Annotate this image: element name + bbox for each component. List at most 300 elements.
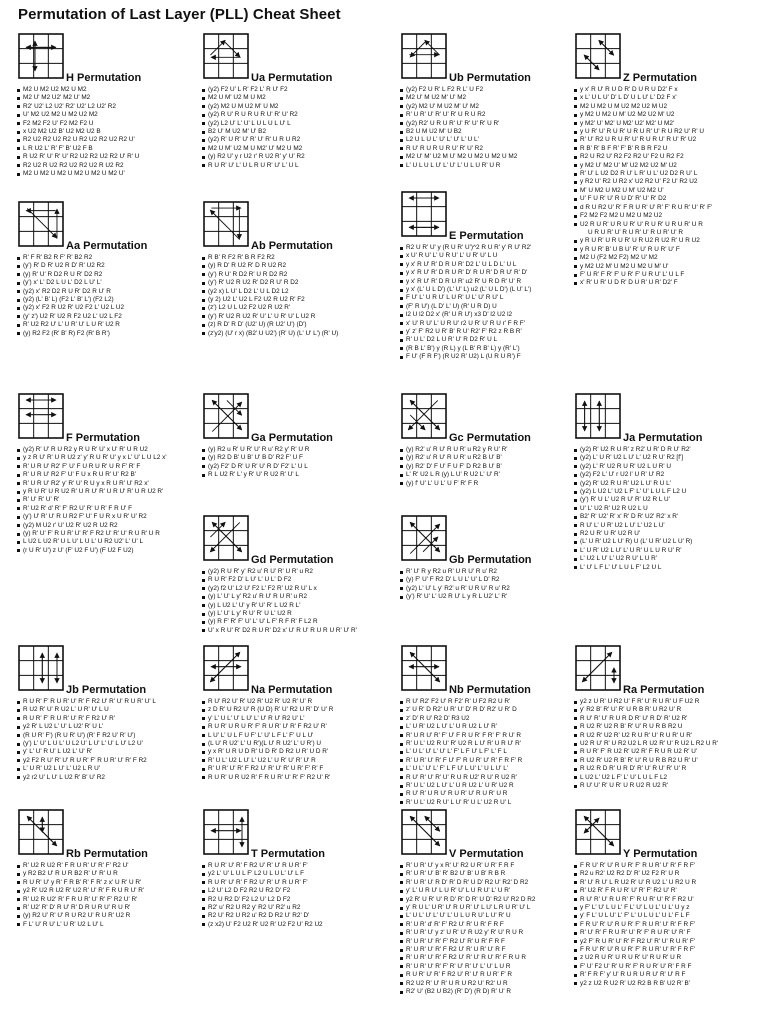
algorithm-item: U2 R U' R' U R2 U2 L R U2 R' U' R U2 L R2 U R' — [574, 740, 764, 748]
case-name: Gc Permutation — [449, 432, 531, 444]
algorithm-item: (y2) L2 U' L' U' L U L U L U' L — [202, 120, 394, 128]
algorithm-item: L' U R' U2 L U' L' U2 L R U' — [17, 765, 197, 773]
algorithm-item: U' L' U2 R' U2 R U2 L U — [574, 505, 764, 513]
algorithm-item: (y2) L' R' U2 R U R' U2 L U R' U — [574, 463, 764, 471]
algorithm-item: L' U L U L U' L' U' L' U L U R' U R — [400, 162, 570, 170]
algorithm-list — [574, 698, 764, 790]
algorithm-item: R' U L' U2 L U' L' U R U2 L' U R' U2 R — [400, 782, 570, 790]
algorithm-item: R' U R' U' R' F R2 U' R' U' R U' R' F R U R — [400, 954, 570, 962]
algorithm-item: (y2) L' U' L y' R2' u R' U R U' R u' R2 — [400, 585, 570, 593]
case-name: Ub Permutation — [449, 72, 531, 84]
algorithm-item: L' U' L F L' U' L U L F' L2 U L — [574, 564, 764, 572]
algorithm-item: R U R' U' L' U L R U R' U' L' U L — [202, 162, 394, 170]
case-name: Gd Permutation — [251, 554, 334, 566]
algorithm-item: R' U R U' R2' y' R' U' R U y x R U R' U' R2 x' — [17, 480, 199, 488]
algorithm-item: F R U' R' U' R U R' F' R U R' U' R' F R F' — [574, 946, 764, 954]
algorithm-list — [574, 446, 764, 572]
pll-gc-diagram-icon — [400, 392, 448, 440]
algorithm-item: R' U R' U' y x R' U' R2 U R' U R' F R F — [400, 862, 570, 870]
algorithm-item: y M2 U2 M' U M2 U M2 U M' U' — [574, 263, 764, 271]
permutation-arrow — [210, 522, 239, 551]
case-name: H Permutation — [66, 72, 142, 84]
permutation-arrow — [423, 537, 438, 552]
algorithm-list — [17, 86, 197, 178]
pll-case-t — [202, 808, 396, 929]
algorithm-item: (y') R' U L' U2 R U' R' U2 R L U' — [574, 496, 764, 504]
pll-case-jb — [17, 644, 197, 782]
algorithm-item: R U R' F2 D' L U' L' U L' D F2 — [202, 576, 394, 584]
algorithm-item: L' U L' U' L' F' L F U' L U' L' U L U' L' — [400, 765, 570, 773]
algorithm-item: R U R' F' R U R' U' R' F R2 U' R' — [17, 715, 197, 723]
algorithm-item: (y) R D' R U2 R' D R U2 R2 — [202, 262, 394, 270]
algorithm-item: (y') R U' R D2 R' U R D2 R2 — [202, 271, 394, 279]
algorithm-item: (y2) R2' U R U R' U' R' U' R' U R' — [400, 120, 570, 128]
pll-case-z — [574, 32, 764, 288]
case-name: Ua Permutation — [251, 72, 333, 84]
algorithm-item: (y2) x' R2 D2 R U R' D2 R U' R — [17, 288, 197, 296]
algorithm-item: z' U R' D R2' U R' U' D' R D' R2' U R' D — [400, 706, 570, 714]
algorithm-item: L' U L' U' L' U' L' F' L F U' L F' L' F L — [400, 748, 570, 756]
algorithm-item: R U R' U' R' F R2 U' R' U' R U R' F' — [202, 862, 396, 870]
algorithm-item: L' U2 L U' L' U2 R U' L U R' — [574, 555, 764, 563]
algorithm-item: (y) R2' u' R U' R U R' u R2 y R U' R' — [400, 446, 570, 454]
algorithm-item: (y) R2 F2 (R' B' R) F2 (R' B R') — [17, 330, 197, 338]
algorithm-item: (y') R' U' L' U2 R U' L y R L U2' L' R' — [400, 593, 570, 601]
algorithm-list — [202, 446, 394, 480]
permutation-arrow — [425, 816, 440, 831]
algorithm-item: y' z' F' R2 U R' B' R U' R2' F' R2 z R B R' — [400, 328, 570, 336]
permutation-arrow — [227, 400, 242, 415]
algorithm-item: R' U L' U2 R U' L U' R' U L' U2 R U' L — [400, 799, 570, 807]
algorithm-item: (z'y2) (U' r x) (B2' U U2') (R' U) (L' U' L') (R' U) — [202, 330, 394, 338]
algorithm-item: (y2) F2 U' L R' F2 L' R U' F2 — [202, 86, 394, 94]
algorithm-item: R U2 R' U' R' U' R2 U2 R2 U2 R2 U' R' U — [17, 153, 197, 161]
algorithm-item: R2' u' R2 U R2 y' R2 U' R2' u R2 — [202, 904, 396, 912]
case-name: Ab Permutation — [251, 240, 333, 252]
pll-ua-diagram-icon — [202, 32, 250, 80]
algorithm-item: R L U2 R' L' y R' U' R U2 R' U' L — [202, 471, 394, 479]
algorithm-item: U' M2 U2 M2 U M2 U2 M2 — [17, 111, 197, 119]
algorithm-item: R' U R' U' R' U' R' U R U R2 — [400, 111, 570, 119]
permutation-arrow — [599, 40, 614, 55]
algorithm-item: R B' R F2 R' B R F2 R2 — [202, 254, 394, 262]
algorithm-item: (y 2) U2 L' U2 L F2 U2 R U2 R' F2 — [202, 296, 394, 304]
permutation-arrow — [210, 40, 225, 55]
algorithm-item: R B' R' B F R' F' B' R B R F2 U — [574, 145, 764, 153]
case-header — [400, 392, 570, 444]
permutation-arrow — [212, 402, 241, 431]
algorithm-item: L U2 L U2 R' U L U' L U L' U R2 U2' L' U' L — [17, 538, 199, 546]
pll-case-ab — [202, 200, 394, 338]
algorithm-item: y2 R' U R' U' R D' R' D R' U D' R2 U' R2 D R2 — [400, 896, 570, 904]
algorithm-item: R' U R' U' B' R' B2 U' B' U B' R B R — [400, 870, 570, 878]
algorithm-item: L2 U' L2 D F2 R2 U R2 D' F2 — [202, 887, 396, 895]
algorithm-list — [202, 568, 394, 635]
pll-na-diagram-icon — [202, 644, 250, 692]
pll-case-aa — [17, 200, 197, 338]
algorithm-item: (y) F' U' F R2 D' L U L' U' L D' R2 — [400, 576, 570, 584]
algorithm-item: L R U2 L' R' F' B' U2 F B — [17, 145, 197, 153]
case-header — [400, 644, 570, 696]
algorithm-item: y M2 U M2 U M' U2 M2 U2 M' U2 — [574, 111, 764, 119]
algorithm-item: (y) R F' R' F' U' L' U' L F' R F R' F L2 R — [202, 618, 394, 626]
permutation-arrow — [582, 652, 611, 681]
algorithm-item: R' U' L U2 D2 R U' L R' U L' U2 D2 R U' L — [574, 170, 764, 178]
algorithm-item: y R U R' B' U B U' R' U' R U R' U' F — [574, 246, 764, 254]
algorithm-item: y2 z U R' U R2 U' F R' U' R U R' U F U2 R — [574, 698, 764, 706]
algorithm-list — [400, 698, 570, 807]
algorithm-item: y' L' U L' U' L U' L' U' R U' R2 U' L' — [202, 715, 396, 723]
algorithm-item: R U' R2 U' R' U2 R' U2 R' U2 R' U' R — [202, 698, 396, 706]
algorithm-item: R' U R' U' R' F R2 U' R' U' R' U R' F' R' F — [202, 765, 396, 773]
case-header — [17, 32, 197, 84]
algorithm-item: R U2 R' U2 R' U2 R U R' U' R U R' U R' — [574, 732, 764, 740]
case-header — [17, 808, 197, 860]
algorithm-item: (y2) M2 U' M U2 M' U' M2 — [400, 103, 570, 111]
algorithm-item: R U2 R D R' U R D' R' U' R U' R' U' R — [574, 765, 764, 773]
case-name: Z Permutation — [623, 72, 697, 84]
algorithm-item: y U R' U' R U R' U R U R' U' R U R2 U' R' U — [574, 128, 764, 136]
algorithm-item: R U' R' U' R' U' R U R U2' R U' R U2 R' — [400, 774, 570, 782]
algorithm-item: L U' L' U L F U F' L' U' L F L' F' U L U' — [202, 732, 396, 740]
algorithm-item: R' U R' U' R' F R2 U' R' U R' U' R F — [400, 946, 570, 954]
algorithm-item: (y2) L' U R' U2 L U' L' U2 R U' R2 [f'] — [574, 454, 764, 462]
pll-aa-diagram-icon — [17, 200, 65, 248]
pll-case-rb — [17, 808, 197, 929]
algorithm-item: R' U R' U' R' F' R' U' R' U' L' U' L U R — [400, 963, 570, 971]
algorithm-item: y' L' U R U' L U R' U' L U R U' L' U R' — [400, 887, 570, 895]
algorithm-item: y R2 U' R2 U R2 x' U2 R2 U' F2 U' R2 U2 — [574, 178, 764, 186]
algorithm-item: y' R2 B' R' U' R' U R B R' U R2 U' R — [574, 706, 764, 714]
page-title: Permutation of Last Layer (PLL) Cheat Sheet — [18, 6, 341, 23]
algorithm-item: R' U' R y R2 u R' U R U' R u' R2 — [400, 568, 570, 576]
pll-case-ga — [202, 392, 394, 480]
algorithm-item: R' U R U' R2 F' U' F U x R U R' U' R2 B' — [17, 471, 199, 479]
algorithm-item: (y) L U2 L' U' y R' U' R' L U2 R L' — [202, 602, 394, 610]
permutation-arrow — [410, 522, 439, 551]
algorithm-list — [202, 254, 394, 338]
algorithm-item: (y) f' U' L' U L' U F' R' F R — [400, 480, 570, 488]
algorithm-item: (y) R2 u R' U R' U' R u' R2 y' R' U R — [202, 446, 394, 454]
algorithm-item: (y) L' U' L y' R2 u' R U' R U R' u R2 — [202, 593, 394, 601]
algorithm-item: R' U R' U' R' F U' F' R U R' U' R' F R F' R — [400, 757, 570, 765]
algorithm-item: R' U R' U' R D' R' D R' U D' R2 U' R2' D R2 — [400, 879, 570, 887]
pll-case-na — [202, 644, 396, 782]
algorithm-item: L' U R' U2 L U' L' U R' U L U R U' R' — [574, 547, 764, 555]
algorithm-list — [17, 862, 197, 929]
algorithm-item: R' U R' U' R' F' R2 U' R' U R' F R F — [400, 938, 570, 946]
permutation-arrow — [210, 210, 239, 239]
algorithm-item: (y') U' R' U' R U R2 F' U' F U R x U R' U' R2 — [17, 513, 199, 521]
algorithm-item: R' U2 R U2' R' F R U R' U' R' F' R2 U' R' — [17, 896, 197, 904]
algorithm-item: (y') L' U' L U L' U L2 U' L U' L' U' L U' L2 U' — [17, 740, 197, 748]
algorithm-item: y z R U' R' U R U2 z' y' R U R' U' y x L' U' L U L2 x' — [17, 454, 199, 462]
algorithm-item: R2 U' R2 U R2 u' R2 D R2 U' R2' D' — [202, 912, 396, 920]
algorithm-item: M2 U' M' U2 M U' M2 U M2 U M2 U M2 — [400, 153, 570, 161]
permutation-arrow — [410, 415, 425, 430]
algorithm-item: y F' L' U' L U L' F L' U' L U L' U L' U y z — [574, 904, 764, 912]
algorithm-item: (y) L' U' L y' R U' R' U L' U2 R — [202, 610, 394, 618]
case-name: Ga Permutation — [251, 432, 333, 444]
algorithm-item: L U2 L' U2 L F' L' U' L U L F L2 — [574, 774, 764, 782]
permutation-arrow — [410, 816, 439, 845]
algorithm-item: B2 U M U2 M' U B2 — [400, 128, 570, 136]
pll-z-diagram-icon — [574, 32, 622, 80]
pll-case-y — [574, 808, 764, 988]
algorithm-item: y R U R' U R U R' U R U2 R U2 R' U R U2 — [574, 237, 764, 245]
algorithm-item: l2 U l2 D2 x' (R' U R U') x3 D' l2 U2 l2 — [400, 311, 570, 319]
algorithm-item: (y) R2' u' R U' R U R' u R2 B U' B' — [400, 454, 570, 462]
algorithm-item: y' F L' U L U' L' F' L' U L U L' U L' F L F — [574, 912, 764, 920]
algorithm-item: R2 U2 R2 U2 R2 U R2 U2 R2 U2 R2 U' — [17, 136, 197, 144]
algorithm-item: U' x R U' R' D2 R U R' D2 x' U' R U' R U R U R' U' R' — [202, 627, 394, 635]
algorithm-item: B2' R' U2' R' x' R' D R' U2' R2' x R' — [574, 513, 764, 521]
algorithm-item: R2' U' (B2 U B2) (R' D') (R D) R' U' R — [400, 988, 570, 996]
algorithm-item: L' U L' U' L' U' L' U L U R U' L U' R' U — [400, 912, 570, 920]
algorithm-item: x U' R U' L' U R U' L' U R' U' L U — [400, 252, 570, 260]
algorithm-list — [202, 698, 396, 782]
algorithm-item: (y2) R U R' y' R2 u' R U' R' U R' u R2 — [202, 568, 394, 576]
case-header — [202, 32, 394, 84]
algorithm-item: (y2) F2 L' U' r U2 l' U R' U' R2 — [574, 471, 764, 479]
permutation-arrow — [584, 818, 599, 833]
algorithm-item: (y2) x' F2 R U2 R' U2 F2 L' U2 L U2 — [17, 304, 197, 312]
algorithm-item: R' U R' d' R' F' R2 U' R' U R' F R F — [400, 921, 570, 929]
algorithm-item: R' U' R' U' R' — [17, 496, 199, 504]
pll-e-diagram-icon — [400, 190, 448, 238]
case-name: Ja Permutation — [623, 432, 703, 444]
pll-case-gb — [400, 514, 570, 602]
case-header — [17, 392, 199, 444]
algorithm-item: R U2 R' U2 R B' R' U' R U R B R2 U — [574, 723, 764, 731]
algorithm-item: y x' (L' U L D') (L' U' L) u2 (L' U L D') (L U' L') — [400, 286, 570, 294]
case-header — [400, 808, 570, 860]
algorithm-item: R' U L' U2 L U' L' U2 L' U R' U' R' U' R — [202, 757, 396, 765]
algorithm-item: L' U R' U2 L U' L' U R U2 L U' R' — [400, 723, 570, 731]
algorithm-item: R' F R' B2 R F' R' B2 R2 — [17, 254, 197, 262]
case-header — [17, 200, 197, 252]
pll-ab-diagram-icon — [202, 200, 250, 248]
algorithm-item: z U2 R U R' U R U R' U' R U R' U R — [574, 954, 764, 962]
algorithm-item: y R2 B2 U' R U R B2 R' U' R' U R — [17, 870, 197, 878]
algorithm-item: y M2' U' M2' U M2' U2' M2' U M2' — [574, 120, 764, 128]
algorithm-item: R' U R U' R' F' U' F R U R' F R' F' R U' R — [400, 732, 570, 740]
algorithm-item: y2 L' U' L U L F' L2 U L U L' U' L F — [202, 870, 396, 878]
algorithm-item: R U' R' U' R U R D R' U' R D' R' U2 R' — [574, 715, 764, 723]
pll-nb-diagram-icon — [400, 644, 448, 692]
pll-case-h — [17, 32, 197, 178]
algorithm-item: (y2) R' U R' U' R' U' R' U R U R2 — [202, 136, 394, 144]
pll-gd-diagram-icon — [202, 514, 250, 562]
algorithm-item: F2 M2 F2 U' F2 M2 F2 U — [17, 120, 197, 128]
algorithm-list — [400, 568, 570, 602]
algorithm-item: y x' R U' R U D R' D U R U D2' F x — [574, 86, 764, 94]
algorithm-item: R' U R' U' y z' U R' U' R U2 y' R' U' R U R — [400, 929, 570, 937]
algorithm-item: R U2 R' U2 R B' R' U' R U R B R2 U R' U' — [574, 757, 764, 765]
case-header — [400, 32, 570, 84]
algorithm-item: (y) R2 U' R' U' R U R2 U' R U R' U2 R — [17, 912, 197, 920]
algorithm-item: R' U L' D2 L U R' U' R D2 R' U L — [400, 336, 570, 344]
algorithm-item: (L U' R U2' L' U R')(L U' R U2' L' U R') U — [202, 740, 396, 748]
algorithm-item: (y2) R' U2 R U R' z R2' U R' D R U' R2' — [574, 446, 764, 454]
pll-case-gd — [202, 514, 394, 635]
algorithm-item: y2 R' U2 R U2 R' U2 R' U' R' F R U R U' R' — [17, 887, 197, 895]
algorithm-item: y2 F2 R U' R' U' R U R' F' R U R' U' R' F R2 — [17, 757, 197, 765]
pll-f-diagram-icon — [17, 392, 65, 440]
algorithm-list — [400, 446, 570, 488]
algorithm-item: y x' R U' R' D R U R' u2 R' U R D R' U' R — [400, 278, 570, 286]
algorithm-item: R U' R2' F2 U' R F2' R' U F2 R2 U R' — [400, 698, 570, 706]
algorithm-item: R2 U R' U' y (R U R' U')^2 R U R' y' R U' R2' — [400, 244, 570, 252]
algorithm-item: (y) R2 D B' U B' U' B D' R2 F' U F — [202, 454, 394, 462]
case-name: Jb Permutation — [66, 684, 147, 696]
algorithm-item: z' D' R U' R2 D' R3 U2 — [400, 715, 570, 723]
algorithm-item: R U R' U R U2 R' F R U R' U' R' F' R2 U' R' — [202, 774, 396, 782]
pll-h-diagram-icon — [17, 32, 65, 80]
permutation-arrow — [410, 524, 439, 553]
algorithm-item: M2 U M2 U2 M2 U M2 — [17, 86, 197, 94]
algorithm-item: R U' R' U R U' R U R' U' R U R' U R — [400, 790, 570, 798]
algorithm-item: (y2 x) L U' L D2 L' U L D2 L2 — [202, 288, 394, 296]
pll-case-ra — [574, 644, 764, 790]
pll-case-ja — [574, 392, 764, 572]
permutation-arrow — [408, 400, 437, 429]
case-name: Rb Permutation — [66, 848, 148, 860]
algorithm-item: M2 U (F2 M2 F2) M2 U' M2 — [574, 254, 764, 262]
algorithm-item: d R U R2 U' R' F R U R' U' R' F' R U R' U' R' F' — [574, 204, 764, 212]
algorithm-item: M2 U M' U2 M U M2 — [202, 94, 394, 102]
pll-v-diagram-icon — [400, 808, 448, 856]
algorithm-item: (y') R' U2 R U2 R' U' L' U R' U' L U2 R — [202, 313, 394, 321]
permutation-arrow — [212, 400, 241, 429]
algorithm-item: (z x2) U' F2 U2 R' U2 R' U2 F2 U' R2 U2 — [202, 921, 396, 929]
algorithm-item: (L' U R' U2 L U' R) U (L' U R' U2 L U' R) — [574, 538, 764, 546]
algorithm-item: R U' R' U' R U R' F' R U R' U' R' F R2 U' — [574, 896, 764, 904]
algorithm-item: R' U2 R U2 R' F R U R' U' R' F' R2 U' — [17, 862, 197, 870]
case-name: Ra Permutation — [623, 684, 705, 696]
pll-case-f — [17, 392, 199, 555]
algorithm-item: y x' R U' R' D R U R' D' R U R' D R U' R' D' — [400, 269, 570, 277]
algorithm-item: R' U2 R2 U' L' U R' U' L U R' U2 R — [17, 321, 197, 329]
algorithm-item: F' U' F2 U' R' U R' F' R U R' U' R' F R F — [574, 963, 764, 971]
algorithm-item: y x' R U' R' D R U R' D2 L' U L D L' U L — [400, 261, 570, 269]
algorithm-item: R2 U2 R' U' R' U R U R2 U' R2' U R — [400, 980, 570, 988]
algorithm-list — [574, 86, 764, 288]
algorithm-item: (y2) R' U' R U R2 y R U R' U' x U' R' U R U2 — [17, 446, 199, 454]
algorithm-item: y' R U L' U R' U' R U R' U' L U' L R U R' U' L — [400, 904, 570, 912]
permutation-arrow — [584, 816, 613, 845]
case-header — [202, 514, 394, 566]
algorithm-item: M2 U M2 U M U2 M2 U2 M U2 — [574, 103, 764, 111]
algorithm-list — [400, 86, 570, 170]
algorithm-item: (y' z') U2 R' U2 R F2 U2 L' U2 L F2 — [17, 313, 197, 321]
algorithm-item: R2' U2' L2 U2' R2' U2' L2 U2' R2 — [17, 103, 197, 111]
algorithm-item: R U R' F' R U R' U' R' F R2 U' R' U' R U R' U' L — [17, 698, 197, 706]
algorithm-item: R' U2 R' F R U R' U' R' F' R2 U' R' — [574, 887, 764, 895]
algorithm-item: F R U' R' U' R U R' F' R U R' U' R' F R F' — [574, 862, 764, 870]
algorithm-item: (y2) f2 U' L2 U' F2 L' F2 R' U2 R U' L x — [202, 585, 394, 593]
algorithm-item: (y) R2' D' F U' F U F' D R2 B U' B' — [400, 463, 570, 471]
case-name: V Permutation — [449, 848, 524, 860]
algorithm-item: z D R' U R2 U' R (U D) R' U' R2 U R' D' U' R — [202, 706, 396, 714]
case-header — [202, 644, 396, 696]
pll-case-ua — [202, 32, 394, 170]
algorithm-item: (y2) M U2 r' U' U2 R' U2 R U2 R2 — [17, 522, 199, 530]
algorithm-item: R U R' U' R' F R2 U' R' U' R U R' F' R — [400, 971, 570, 979]
case-name: F Permutation — [66, 432, 140, 444]
permutation-arrow — [225, 42, 240, 57]
algorithm-item: (y) R' U' R D2 R U R' D2 R2 — [17, 271, 197, 279]
algorithm-item: (y2) L U2 L' U2 L F' L' U' L U L F L2 U — [574, 488, 764, 496]
algorithm-item: R2 U R' U R' U2 R U' — [574, 530, 764, 538]
algorithm-item: x U2 M2 U2 B' U2 M2 U2 B — [17, 128, 197, 136]
algorithm-item: F L' U' R U' L' U R' U2 L U' L — [17, 921, 197, 929]
algorithm-item: R U' R U R U R U' R' U' R2 — [400, 145, 570, 153]
permutation-arrow — [584, 55, 599, 70]
case-name: Y Permutation — [623, 848, 698, 860]
case-header — [574, 392, 764, 444]
permutation-arrow — [212, 522, 241, 551]
case-name: E Permutation — [449, 230, 524, 242]
pll-ga-diagram-icon — [202, 392, 250, 440]
algorithm-item: (y2) F2' D R' U R' U' R D' F2' L' U L — [202, 463, 394, 471]
algorithm-item: (y2) (L' B' L) (F2 L' B' L') (F2 L2) — [17, 296, 197, 304]
algorithm-item: U R U R' U' R U R' U' R U R' U' R — [588, 228, 684, 236]
algorithm-item: F2 M2 F2 M2 U M2 U M2 U2 — [574, 212, 764, 220]
algorithm-item: L2 U L U L' U' L' U' L' U L' — [400, 136, 570, 144]
algorithm-item: R2 U R2 U' R2 F2 R2 U' F2 U R2 F2 — [574, 153, 764, 161]
algorithm-item: R' U' R' F R U R' U' R' F' R U R' U' R' F — [574, 929, 764, 937]
algorithm-item: M2 U M' U2 M U M2' U' M2 U M2 — [202, 145, 394, 153]
case-header — [574, 808, 764, 860]
algorithm-item: B2 U' M U2 M' U' B2 — [202, 128, 394, 136]
pll-ub-diagram-icon — [400, 32, 448, 80]
algorithm-item: R U R' U' R' F R2 U' R' U' R U R' F' — [202, 879, 396, 887]
permutation-arrow — [425, 40, 440, 55]
algorithm-item: R2 U2 R U2 R2 U2 R2 U2 R U2 R2 — [17, 162, 197, 170]
algorithm-item: R U R' F' R U2 R' U2 R' F R U R U2 R' U' — [574, 748, 764, 756]
case-header — [17, 644, 197, 696]
case-header — [202, 808, 396, 860]
algorithm-item: M2 U' M2 U2' M2 U' M2 — [17, 94, 197, 102]
algorithm-item: U2 R U R' U R U R' U' R U R' U R U R' U R — [574, 221, 764, 229]
algorithm-item: M' U M2 U M2 U M' U2 M2 U' — [574, 187, 764, 195]
algorithm-item: M2 U' M U2 M' U' M2 — [400, 94, 570, 102]
algorithm-item: y R U R' U R U2 R' U R U' R' U R U' R' U R U2 R' — [17, 488, 199, 496]
permutation-arrow — [210, 522, 225, 537]
algorithm-item: (F' R U') (L D' L' U) (R' U R D) U — [400, 303, 570, 311]
algorithm-item: (r U R' U') z U' (F' U2 F U') (F U2 F U2) — [17, 547, 199, 555]
algorithm-item: R U2 R' U' R U2 L' U R' U' L U — [17, 706, 197, 714]
algorithm-item: (z) R D' R D' (U2' U) (R U2' U') (D') — [202, 321, 394, 329]
algorithm-item: (R U R' F') (R U R' U') (R' F R2 U' R' U') — [17, 732, 197, 740]
algorithm-item: (z') L2 U L U2 F2 U2 R U2 R' — [202, 304, 394, 312]
algorithm-list — [17, 446, 199, 555]
case-name: Gb Permutation — [449, 554, 532, 566]
case-name: Na Permutation — [251, 684, 333, 696]
case-header — [202, 200, 394, 252]
algorithm-item: (y2) R' U2 R U R' U2 L U' R U L' — [574, 480, 764, 488]
algorithm-list — [202, 86, 394, 170]
pll-t-diagram-icon — [202, 808, 250, 856]
algorithm-list — [202, 862, 396, 929]
algorithm-item: R2 u R2' U2 R2 D' R' U2 F2 R' U R — [574, 870, 764, 878]
algorithm-item: R' U L' U2 R U' R' U2 R L U' R' U R U' R' — [400, 740, 570, 748]
algorithm-item: F U' (F R F') (R U2 R' U2) L (U R U R') F — [400, 353, 570, 361]
algorithm-item: R' U' R2 U R U R' U' R U R U' R U' R' U2 — [574, 136, 764, 144]
algorithm-item: (y') x' L' D2 L U L' D2 L U' L' — [17, 279, 197, 287]
case-name: Nb Permutation — [449, 684, 531, 696]
